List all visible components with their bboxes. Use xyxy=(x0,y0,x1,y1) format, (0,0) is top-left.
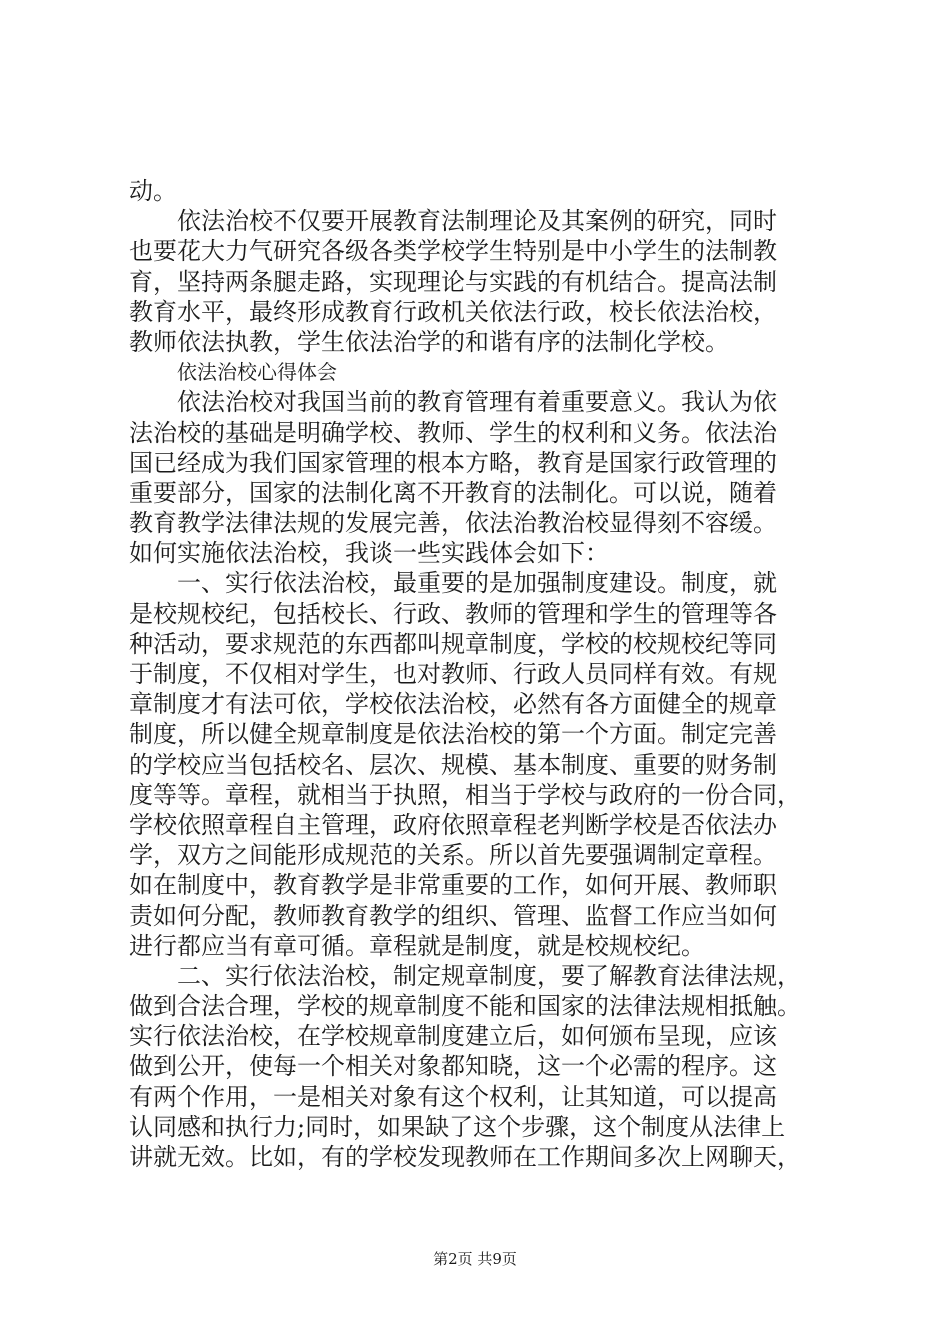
text-line: 依法治校不仅要开展教育法制理论及其案例的研究，同时 xyxy=(177,207,777,236)
text-line: 教育教学法律法规的发展完善，依法治教治校显得刻不容缓。 xyxy=(129,509,777,538)
text-line: 实行依法治校，在学校规章制度建立后，如何颁布呈现，应该 xyxy=(129,1022,777,1051)
text-line: 也要花大力气研究各级各类学校学生特别是中小学生的法制教 xyxy=(129,237,777,266)
text-line: 教育水平，最终形成教育行政机关依法行政，校长依法治校， xyxy=(129,297,777,326)
text-line: 国已经成为我们国家管理的根本方略，教育是国家行政管理的 xyxy=(129,448,777,477)
text-line: 学校依照章程自主管理，政府依照章程老判断学校是否依法办 xyxy=(129,810,777,839)
text-line: 如在制度中，教育教学是非常重要的工作，如何开展、教师职 xyxy=(129,871,777,900)
text-line: 责如何分配，教师教育教学的组织、管理、监督工作应当如何 xyxy=(129,901,777,930)
text-line: 是校规校纪，包括校长、行政、教师的管理和学生的管理等各 xyxy=(129,599,777,628)
text-line: 二、实行依法治校，制定规章制度，要了解教育法律法规， xyxy=(177,961,801,990)
text-line: 制度，所以健全规章制度是依法治校的第一个方面。制定完善 xyxy=(129,720,777,749)
body-text xyxy=(129,176,849,1172)
text-line: 一、实行依法治校，最重要的是加强制度建设。制度，就 xyxy=(177,569,777,598)
text-line: 做到合法合理，学校的规章制度不能和国家的法律法规相抵触。 xyxy=(129,992,801,1021)
text-line: 于制度，不仅相对学生，也对教师、行政人员同样有效。有规 xyxy=(129,660,777,688)
text-line: 章制度才有法可依，学校依法治校，必然有各方面健全的规章 xyxy=(129,690,777,719)
text-line: 如何实施依法治校，我谈一些实践体会如下： xyxy=(129,539,609,568)
text-line: 法治校的基础是明确学校、教师、学生的权利和义务。依法治 xyxy=(129,418,777,447)
text-line: 度等等。章程，就相当于执照，相当于学校与政府的一份合同， xyxy=(129,780,801,809)
text-line: 认同感和执行力;同时，如果缺了这个步骤，这个制度从法律上 xyxy=(129,1112,786,1141)
text-line: 动。 xyxy=(129,177,177,205)
text-line: 种活动，要求规范的东西都叫规章制度，学校的校规校纪等同 xyxy=(129,629,777,658)
text-line: 有两个作用，一是相关对象有这个权利，让其知道，可以提高 xyxy=(129,1082,777,1111)
text-line: 育，坚持两条腿走路，实现理论与实践的有机结合。提高法制 xyxy=(129,267,777,296)
text-line: 学，双方之间能形成规范的关系。所以首先要强调制定章程。 xyxy=(129,841,777,870)
page-footer: 第2页 共9页 xyxy=(433,1250,517,1268)
text-line: 的学校应当包括校名、层次、规模、基本制度、重要的财务制 xyxy=(129,750,777,779)
section-heading: 依法治校心得体会 xyxy=(177,360,337,385)
text-line: 重要部分，国家的法制化离不开教育的法制化。可以说，随着 xyxy=(129,478,777,507)
text-line: 讲就无效。比如，有的学校发现教师在工作期间多次上网聊天， xyxy=(129,1143,801,1171)
text-line: 做到公开，使每一个相关对象都知晓，这一个必需的程序。这 xyxy=(129,1052,777,1081)
text-line: 教师依法执教，学生依法治学的和谐有序的法制化学校。 xyxy=(129,327,729,356)
text-line: 依法治校对我国当前的教育管理有着重要意义。我认为依 xyxy=(177,388,777,417)
text-line: 进行都应当有章可循。章程就是制度，就是校规校纪。 xyxy=(129,931,705,960)
